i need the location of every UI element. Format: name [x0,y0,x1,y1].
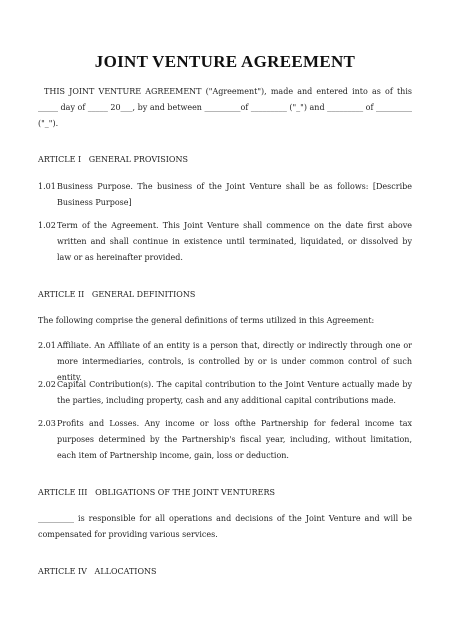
article-1-heading: ARTICLE I GENERAL PROVISIONS [38,155,188,164]
document-title: JOINT VENTURE AGREEMENT [94,52,356,71]
section-text: Business Purpose. The business of the Joint Venture shall be as follows: [Describe Business Purpose] [57,182,412,207]
article-4-heading: ARTICLE IV ALLOCATIONS [38,567,157,576]
section-number: 1.02 [38,221,56,230]
section-number: 2.01 [38,341,56,350]
section-text: Affiliate. An Affiliate of an entity is a person that, directly or indirectly through one or more intermediaries, controls, is controlled by or is under common control of such entity. [57,341,412,382]
section-number: 1.01 [38,182,56,191]
article-2-lead: The following comprise the general definitions of terms utilized in this Agreement: [38,316,375,325]
section-2-03 [38,416,412,464]
section-1-01 [38,179,412,211]
section-number: 2.02 [38,380,56,389]
article-3-text: _________ is responsible for all operations and decisions of the Joint Venture and will be compensated for providing various services. [38,514,412,539]
intro-paragraph: THIS JOINT VENTURE AGREEMENT ("Agreement"), made and entered into as of this _____ day of _____ 20___, by and between _________of _________ ("_") and _________ of _________ ("_"). [38,87,412,128]
section-text: Capital Contribution(s). The capital contribution to the Joint Venture actually made by the parties, including property, cash and any additional capital contributions made. [57,380,412,405]
section-text: Profits and Losses. Any income or loss ofthe Partnership for federal income tax purposes determined by the Partnership's fiscal year, including, without limitation, each item of Partnership income, gain, loss or deduction. [57,419,412,460]
article-3-heading: ARTICLE III OBLIGATIONS OF THE JOINT VENTURERS [38,488,276,497]
section-text: Term of the Agreement. This Joint Venture shall commence on the date first above written and shall continue in existence until terminated, liquidated, or dissolved by law or as hereinafter provided. [57,221,412,262]
section-number: 2.03 [38,419,56,428]
section-1-02 [38,218,412,266]
article-2-heading: ARTICLE II GENERAL DEFINITIONS [38,290,196,299]
section-2-02 [38,377,412,409]
